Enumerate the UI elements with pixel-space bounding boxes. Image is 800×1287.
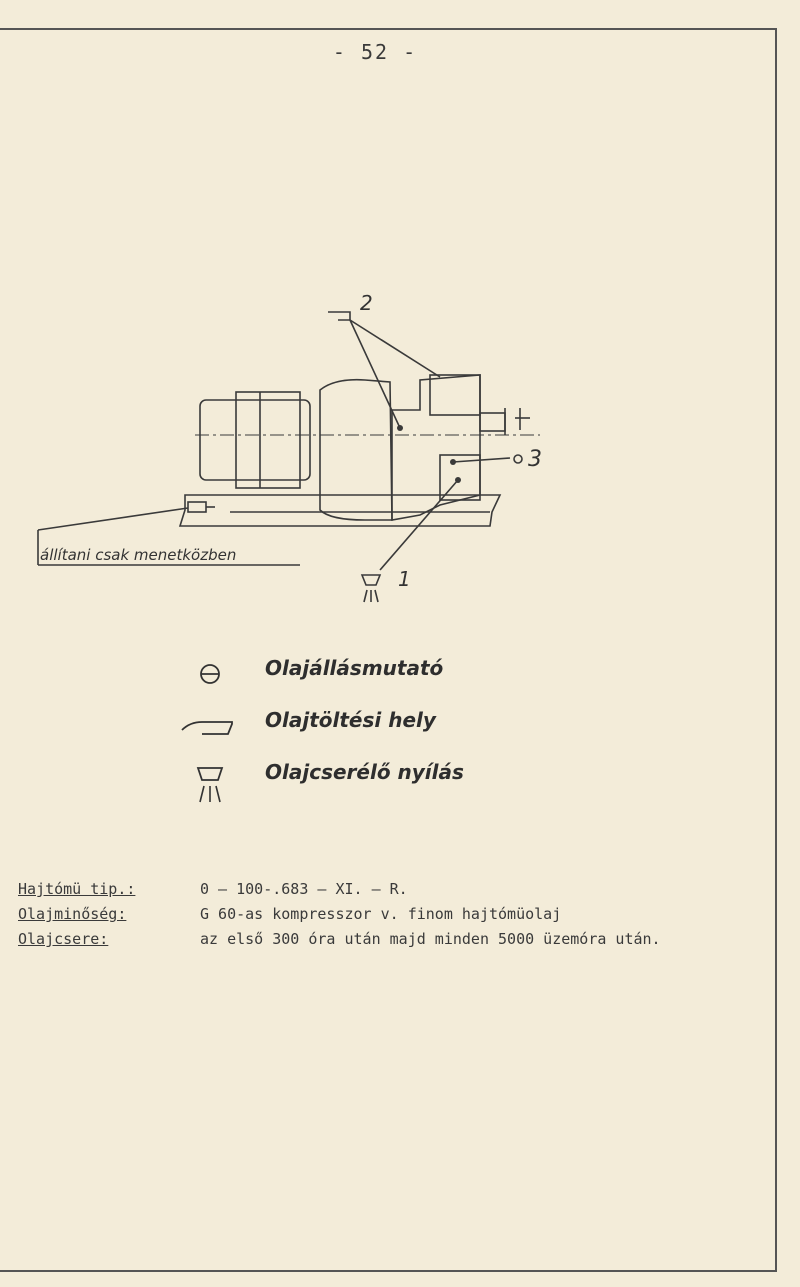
spec-label-gear-type: Hajtómü tip.: bbox=[18, 880, 136, 898]
legend-item bbox=[170, 702, 570, 754]
callout-2: 2 bbox=[360, 291, 373, 315]
legend bbox=[170, 650, 570, 824]
spec-row bbox=[18, 880, 788, 905]
spec-value-oil-quality: G 60-as kompresszor v. finom hajtómüolaj bbox=[200, 905, 562, 923]
adjust-note: állítani csak menetközben bbox=[40, 546, 237, 564]
spec-label-oil-quality: Olajminőség: bbox=[18, 905, 127, 923]
spec-value-oil-change: az első 300 óra után majd minden 5000 üzemóra után. bbox=[200, 930, 661, 948]
callout-3: 3 bbox=[528, 447, 542, 472]
gearmotor-drawing bbox=[20, 280, 580, 620]
legend-label-oil-fill: Olajtöltési hely bbox=[265, 708, 436, 732]
spec-row bbox=[18, 905, 788, 930]
specs-table bbox=[18, 880, 788, 955]
oil-fill-point-icon bbox=[170, 702, 250, 754]
callout-1: 1 bbox=[398, 567, 411, 591]
spec-label-oil-change: Olajcsere: bbox=[18, 930, 109, 948]
oil-drain-opening-icon bbox=[170, 754, 250, 824]
spec-value-gear-type: 0 – 100-.683 – XI. – R. bbox=[200, 880, 408, 898]
page-number: - 52 - bbox=[332, 40, 418, 64]
spec-row bbox=[18, 930, 788, 955]
legend-item bbox=[170, 754, 570, 824]
oil-level-indicator-icon bbox=[170, 650, 250, 702]
legend-label-oil-drain: Olajcserélő nyílás bbox=[265, 760, 464, 784]
legend-label-oil-level: Olajállásmutató bbox=[265, 656, 444, 680]
legend-item bbox=[170, 650, 570, 702]
